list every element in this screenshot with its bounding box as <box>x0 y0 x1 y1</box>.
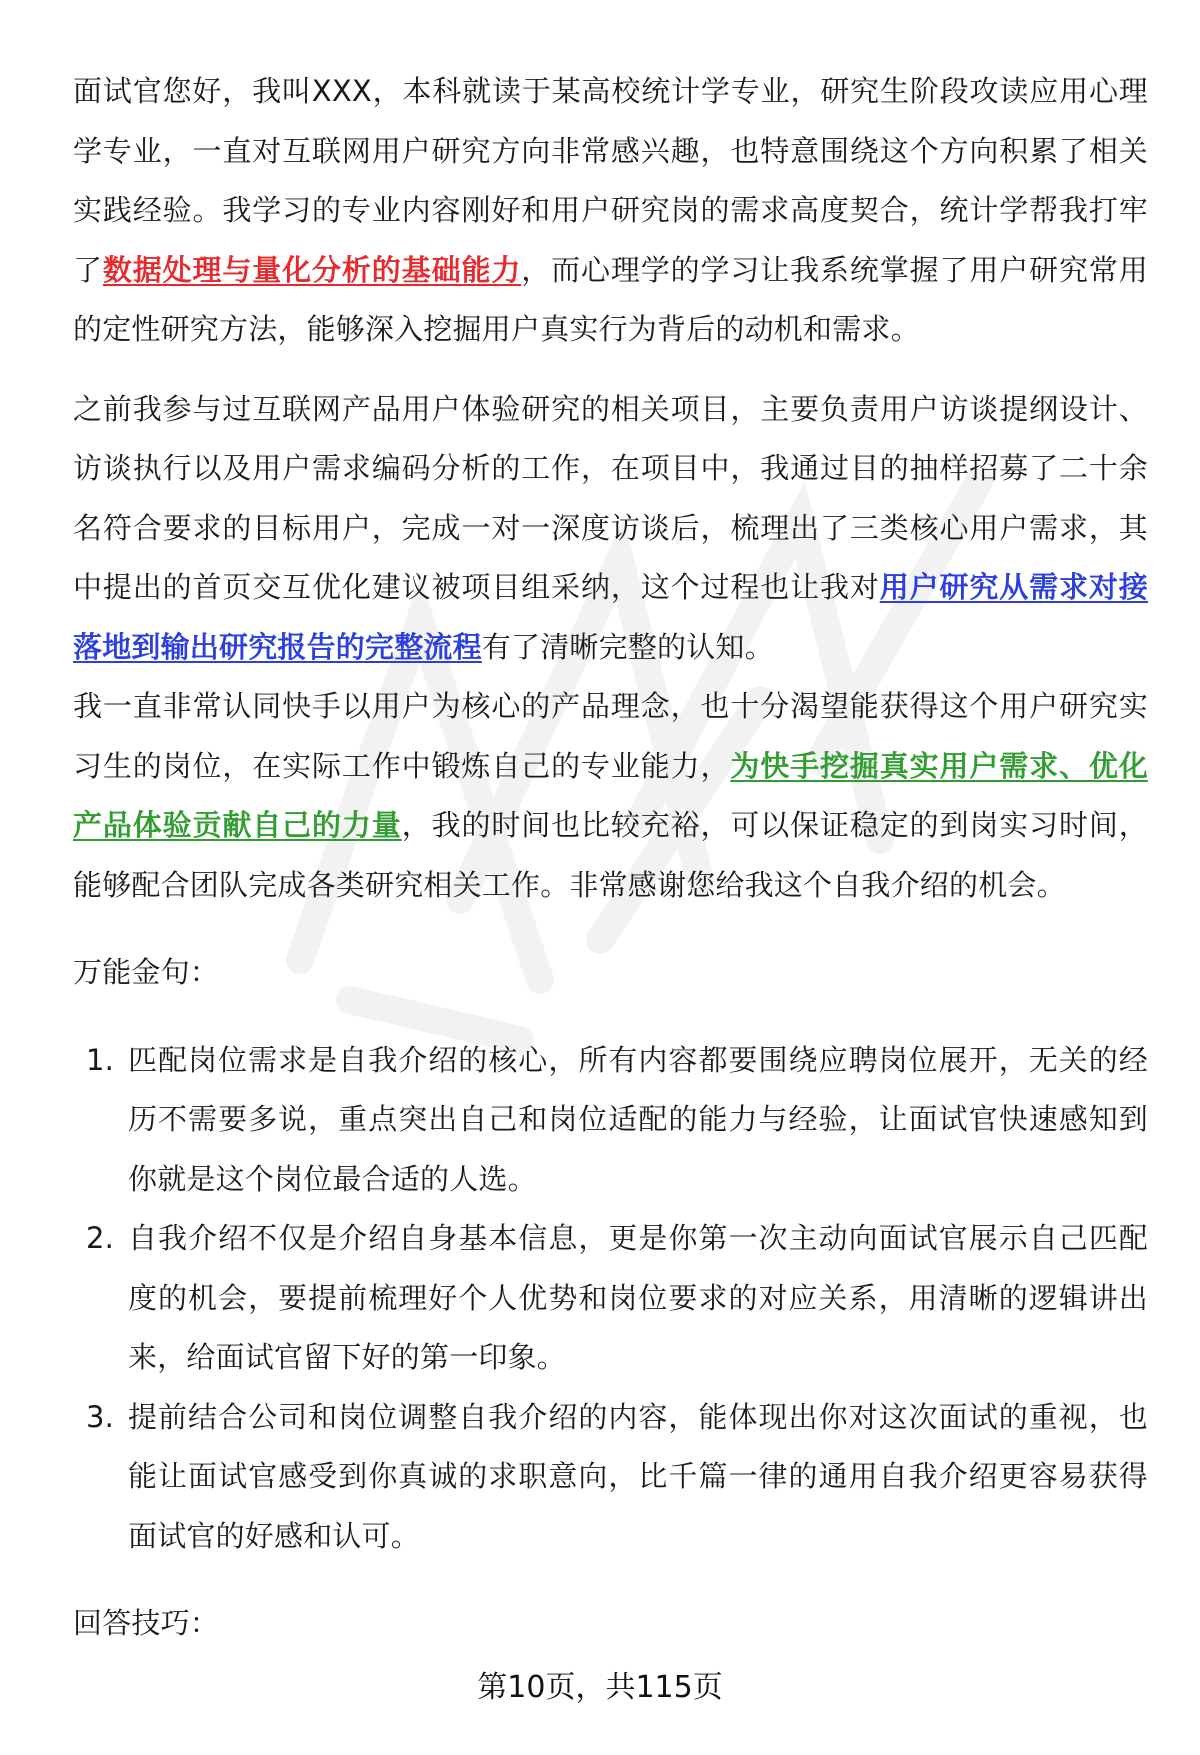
list-item <box>73 1388 1148 1567</box>
intro-paragraph-3 <box>73 677 1148 915</box>
intro-paragraph-1-text-a: 面试官您好，我叫XXX，本科就读于某高校统计学专业，研究生阶段攻读应用心理学专业，一直对互联网用户研究方向非常感兴趣，也特意围绕这个方向积累了相关实践经验。我学习的专业内容刚好和用户研究岗的需求高度契合，统计学帮我打牢了 <box>73 74 1148 287</box>
page-indicator: 第10页，共115页 <box>477 1670 723 1705</box>
list-item <box>73 1031 1148 1210</box>
list-item <box>73 1209 1148 1388</box>
list-item-text: 自我介绍不仅是介绍自身基本信息，更是你第一次主动向面试官展示自己匹配度的机会，要提前梳理好个人优势和岗位要求的对应关系，用清晰的逻辑讲出来，给面试官留下好的第一印象。 <box>128 1221 1148 1374</box>
highlight-contribution: 为快手挖掘真实用户需求、优化产品体验贡献自己的力量 <box>73 748 1148 842</box>
document-body <box>73 62 1148 1654</box>
intro-paragraph-1-text-b: ，而心理学的学习让我系统掌握了用户研究常用的定性研究方法，能够深入挖掘用户真实行为背后的动机和需求。 <box>73 252 1149 346</box>
intro-paragraph-1 <box>73 62 1148 360</box>
intro-paragraph-3-text-a: 我一直非常认同快手以用户为核心的产品理念，也十分渴望能获得这个用户研究实习生的岗位，在实际工作中锻炼自己的专业能力， <box>73 689 1148 783</box>
highlight-research-process: 用户研究从需求对接落地到输出研究报告的完整流程 <box>73 570 1148 664</box>
list-item-number: 1. <box>86 1042 115 1077</box>
golden-sentences-label: 万能金句： <box>73 955 220 989</box>
list-item-number: 2. <box>86 1221 115 1255</box>
list-item-number: 3. <box>86 1399 115 1434</box>
list-item-text: 匹配岗位需求是自我介绍的核心，所有内容都要围绕应聘岗位展开，无关的经历不需要多说，重点突出自己和岗位适配的能力与经验，让面试官快速感知到你就是这个岗位最合适的人选。 <box>128 1042 1148 1196</box>
intro-paragraph-3-text-b: ，我的时间也比较充裕，可以保证稳定的到岗实习时间，能够配合团队完成各类研究相关工作。非常感谢您给我这个自我介绍的机会。 <box>73 808 1148 902</box>
intro-paragraph-2-text-a: 之前我参与过互联网产品用户体验研究的相关项目，主要负责用户访谈提纲设计、访谈执行以及用户需求编码分析的工作，在项目中，我通过目的抽样招募了二十余名符合要求的目标用户，完成一对一深度访谈后，梳理出了三类核心用户需求，其中提出的首页交互优化建议被项目组采纳，这个过程也让我对 <box>73 391 1148 604</box>
intro-paragraph-2-text-b: 有了清晰完整的认知。 <box>481 629 774 664</box>
golden-sentences-list <box>73 1031 1148 1567</box>
highlight-data-analysis: 数据处理与量化分析的基础能力 <box>102 252 522 287</box>
answer-tips-label: 回答技巧： <box>73 1606 220 1640</box>
intro-paragraph-2 <box>73 380 1148 678</box>
list-item-text: 提前结合公司和岗位调整自我介绍的内容，能体现出你对这次面试的重视，也能让面试官感受到你真诚的求职意向，比千篇一律的通用自我介绍更容易获得面试官的好感和认可。 <box>128 1399 1148 1553</box>
